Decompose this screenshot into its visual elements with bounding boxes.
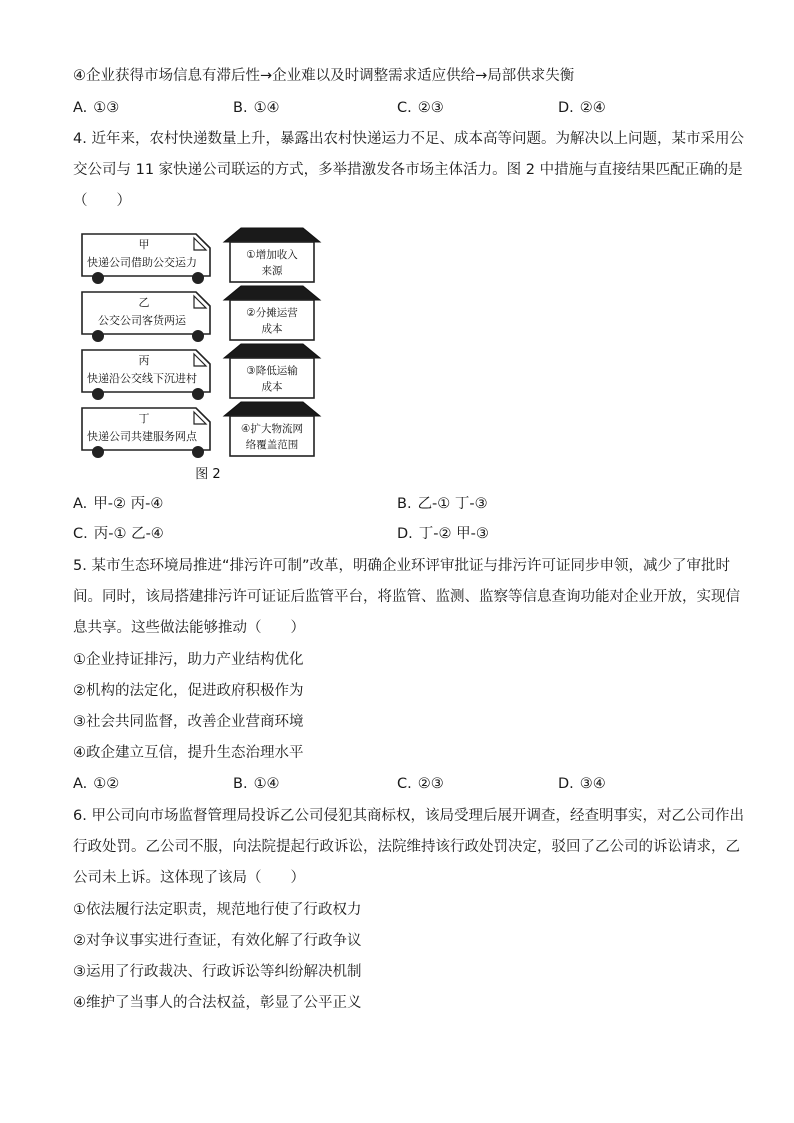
wheel-icon [92,388,104,400]
q6-item-4: ④维护了当事人的合法权益，彰显了公平正义 [73,995,362,1011]
q6-stem-line-2: 行政处罚。乙公司不服，向法院提起行政诉讼，法院维持该行政处罚决定，驳回了乙公司的诉讼请求，乙 [73,839,740,855]
option-key: B. [233,100,248,116]
house-roof [224,286,320,300]
option-key: D. [397,526,413,542]
q6-stem-line-3: 公司未上诉。这体现了该局（ ） [73,870,305,886]
figure-2 [78,222,338,492]
truck-id: 丁 [138,412,150,425]
option-text: ①④ [253,776,280,792]
q4-option-c[interactable] [73,524,164,544]
option-key: C. [397,100,412,116]
q5-item-1: ①企业持证排污，助力产业结构优化 [73,652,304,668]
wheel-icon [192,388,204,400]
option-key: C. [397,776,412,792]
option-text: 乙-① 丁-③ [417,496,488,512]
q5-item-3: ③社会共同监督，改善企业营商环境 [73,714,304,730]
figure-2-drawing [78,222,338,492]
q5-item-4: ④政企建立互信，提升生态治理水平 [73,745,304,761]
q3-option-a[interactable] [73,98,119,118]
option-text: ①③ [93,100,120,116]
q4-option-d[interactable] [397,524,489,544]
option-text: ②③ [417,776,444,792]
q5-option-c[interactable] [397,774,444,794]
option-text: ①② [93,776,120,792]
q5-option-a[interactable] [73,774,119,794]
option-text: ①④ [253,100,280,116]
wheel-icon [92,330,104,342]
wheel-icon [92,272,104,284]
option-key: B. [397,496,412,512]
truck-id: 乙 [138,296,150,309]
q5-stem-line-2: 间。同时，该局搭建排污许可证证后监管平台，将监管、监测、监察等信息查询功能对企业开放，实现信 [73,589,740,605]
option-key: A. [73,776,88,792]
house [224,286,320,340]
q3-option-d[interactable] [558,98,606,118]
q4-option-b[interactable] [397,494,488,514]
q5-stem-line-1: 5. 某市生态环境局推进“排污许可制”改革，明确企业环评审批证与排污许可证同步申领，减少了审批时 [73,558,730,574]
house-label-line-2: 络覆盖范围 [245,439,299,451]
option-text: 丙-① 乙-④ [93,526,164,542]
option-text: ③④ [579,776,606,792]
truck-label: 快递公司共建服务网点 [87,430,197,443]
house-roof [224,228,320,242]
q4-stem-line-3: （ ） [73,193,131,209]
house-label-line-2: 成本 [261,323,283,335]
option-key: D. [558,776,574,792]
truck [82,408,210,458]
house-label-line-1: ④扩大物流网 [241,423,303,435]
house [224,228,320,282]
house-label-line-1: ③降低运输 [246,365,298,377]
q4-stem-line-1: 4. 近年来，农村快递数量上升，暴露出农村快递运力不足、成本高等问题。为解决以上问题，某市采用公 [73,131,744,147]
house-label-line-2: 成本 [261,381,283,393]
house-label-line-1: ②分摊运营 [246,307,298,319]
q4-option-a[interactable] [73,494,163,514]
q5-stem-line-3: 息共享。这些做法能够推动（ ） [73,620,305,636]
truck-label: 快递公司借助公交运力 [87,256,197,269]
wheel-icon [92,446,104,458]
house [224,402,320,456]
option-text: ②④ [579,100,606,116]
option-key: A. [73,496,88,512]
truck [82,350,210,400]
q5-option-b[interactable] [233,774,280,794]
truck-label: 公交公司客货两运 [98,314,186,327]
truck-id: 丙 [138,354,150,367]
option-key: D. [558,100,574,116]
truck-label: 快递沿公交线下沉进村 [87,372,197,385]
q5-option-d[interactable] [558,774,606,794]
option-text: 甲-② 丙-④ [93,496,164,512]
house-roof [224,402,320,416]
q6-item-3: ③运用了行政裁决、行政诉讼等纠纷解决机制 [73,964,362,980]
truck [82,292,210,342]
q6-item-1: ①依法履行法定职责，规范地行使了行政权力 [73,902,362,918]
option-key: B. [233,776,248,792]
house-label-line-1: ①增加收入 [246,249,298,261]
q3-option-b[interactable] [233,98,280,118]
truck-id: 甲 [138,238,150,251]
wheel-icon [192,272,204,284]
q5-item-2: ②机构的法定化，促进政府积极作为 [73,683,304,699]
q6-stem-line-1: 6. 甲公司向市场监督管理局投诉乙公司侵犯其商标权，该局受理后展开调查，经查明事实，对乙公司作出 [73,808,744,824]
house-roof [224,344,320,358]
q3-item-4: ④企业获得市场信息有滞后性→企业难以及时调整需求适应供给→局部供求失衡 [73,68,575,84]
option-text: ②③ [417,100,444,116]
truck [82,234,210,284]
wheel-icon [192,446,204,458]
option-text: 丁-② 甲-③ [418,526,489,542]
house-group [224,228,320,456]
truck-group [82,234,210,458]
q3-option-c[interactable] [397,98,444,118]
q6-item-2: ②对争议事实进行查证，有效化解了行政争议 [73,933,362,949]
house-label-line-2: 来源 [261,265,283,277]
figure-caption: 图 2 [195,467,221,482]
wheel-icon [192,330,204,342]
house [224,344,320,398]
option-key: C. [73,526,88,542]
option-key: A. [73,100,88,116]
q4-stem-line-2: 交公司与 11 家快递公司联运的方式，多举措激发各市场主体活力。图 2 中措施与直接结果匹配正确的是 [73,162,743,178]
